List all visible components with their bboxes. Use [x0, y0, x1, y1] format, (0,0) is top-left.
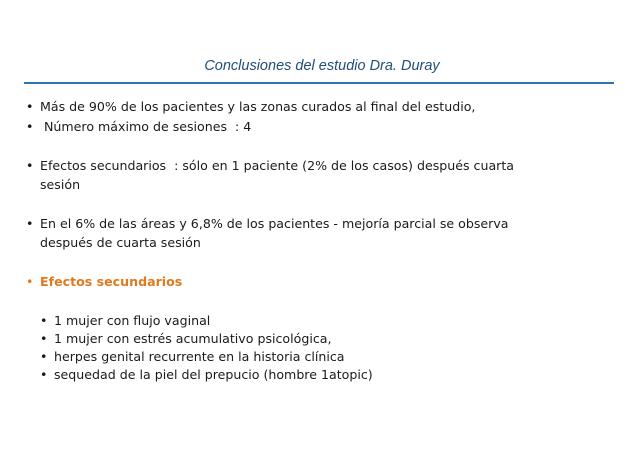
sub-bullet-item: • 1 mujer con estrés acumulativo psicológica,: [40, 331, 332, 346]
sub-bullet-item: • sequedad de la piel del prepucio (hombre 1atopic): [40, 367, 373, 382]
bullet-item: • Efectos secundarios : sólo en 1 paciente (2% de los casos) después cuarta: [26, 158, 514, 173]
bullet-item: • Número máximo de sesiones : 4: [26, 119, 252, 134]
bullet-item: • Más de 90% de los pacientes y las zonas curados al final del estudio,: [26, 99, 476, 114]
bullet-item: • En el 6% de las áreas y 6,8% de los pacientes - mejoría parcial se observa: [26, 216, 509, 231]
sub-bullet-item: • herpes genital recurrente en la historia clínica: [40, 349, 345, 364]
bullet-continuation: sesión: [40, 177, 81, 192]
slide-title: Conclusiones del estudio Dra. Duray: [204, 58, 440, 74]
bullet-item-highlight: • Efectos secundarios: [26, 274, 183, 289]
title-divider: [24, 82, 614, 84]
bullet-continuation: después de cuarta sesión: [40, 235, 201, 250]
sub-bullet-item: • 1 mujer con flujo vaginal: [40, 313, 211, 328]
